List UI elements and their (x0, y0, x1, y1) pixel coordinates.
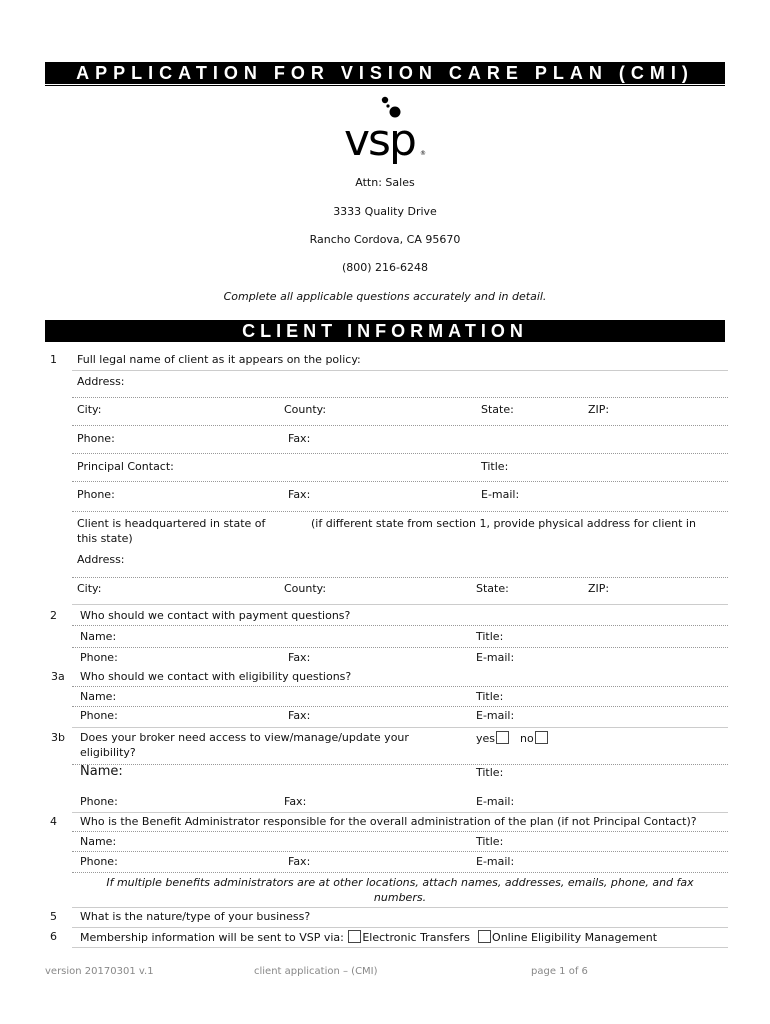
q1-state-label[interactable]: State: (481, 403, 514, 416)
q1-county-label[interactable]: County: (284, 403, 327, 416)
question-number: 6 (50, 930, 57, 943)
yes-label: yes (476, 732, 496, 745)
hq-state-label-cont: this state) (77, 532, 133, 545)
footer-doc: client application – (CMI) (254, 966, 378, 977)
divider (72, 370, 728, 371)
q2-name-label[interactable]: Name: (80, 630, 117, 643)
hq-city-label[interactable]: City: (77, 582, 102, 595)
principal-contact-label[interactable]: Principal Contact: (77, 460, 174, 473)
phone-line: (800) 216-6248 (341, 261, 429, 274)
divider (72, 397, 728, 398)
question-number: 3b (51, 731, 65, 744)
divider (72, 481, 728, 482)
divider (72, 872, 728, 873)
principal-phone-label[interactable]: Phone: (77, 488, 115, 501)
hq-zip-label[interactable]: ZIP: (588, 582, 610, 595)
principal-fax-label[interactable]: Fax: (288, 488, 311, 501)
electronic-transfers-label: Electronic Transfers (362, 931, 471, 944)
q3b-phone-label[interactable]: Phone: (80, 795, 118, 808)
question-number: 4 (50, 815, 57, 828)
title-rule (45, 85, 725, 86)
online-eligibility-label: Online Eligibility Management (492, 931, 658, 944)
footer-page: page 1 of 6 (531, 966, 588, 977)
q3a-phone-label[interactable]: Phone: (80, 709, 118, 722)
divider (72, 511, 728, 512)
divider (72, 927, 728, 928)
q3a-text: Who should we contact with eligibility questions? (80, 670, 352, 683)
principal-title-label[interactable]: Title: (481, 460, 509, 473)
no-checkbox[interactable] (535, 731, 548, 744)
svg-text:®: ® (420, 150, 426, 157)
q4-name-label[interactable]: Name: (80, 835, 117, 848)
q3b-fax-label[interactable]: Fax: (284, 795, 307, 808)
q1-fax-label[interactable]: Fax: (288, 432, 311, 445)
street-line: 3333 Quality Drive (333, 205, 437, 218)
q5-text[interactable]: What is the nature/type of your business? (80, 910, 311, 923)
divider (72, 907, 728, 908)
yes-checkbox[interactable] (496, 731, 509, 744)
svg-text:vsp: vsp (344, 115, 415, 166)
hq-state-field-label[interactable]: State: (476, 582, 509, 595)
hq-note: (if different state from section 1, provide physical address for client in (311, 517, 696, 530)
divider (72, 453, 728, 454)
online-eligibility-checkbox[interactable] (478, 930, 491, 943)
q6-text (80, 930, 657, 944)
q6-label: Membership information will be sent to VSP via: (80, 931, 344, 944)
divider (72, 647, 728, 648)
city-state-line: Rancho Cordova, CA 95670 (309, 233, 461, 246)
divider (72, 947, 728, 948)
q1-phone-label[interactable]: Phone: (77, 432, 115, 445)
q2-email-label[interactable]: E-mail: (476, 651, 515, 664)
question-number: 1 (50, 353, 57, 366)
q3a-title-label[interactable]: Title: (476, 690, 504, 703)
divider (72, 727, 728, 728)
divider (72, 706, 728, 707)
divider (72, 764, 728, 765)
q3b-no-option[interactable] (520, 731, 549, 745)
attn-line: Attn: Sales (355, 176, 415, 189)
q1-text: Full legal name of client as it appears on the policy: (77, 353, 361, 366)
q4-note-cont: numbers. (373, 891, 427, 904)
q2-fax-label[interactable]: Fax: (288, 651, 311, 664)
divider (72, 686, 728, 687)
q4-note: If multiple benefits administrators are at other locations, attach names, addresses, emails, phone, and fax (106, 876, 694, 889)
q3b-name-label[interactable]: Name: (80, 764, 123, 779)
q2-text: Who should we contact with payment questions? (80, 609, 351, 622)
electronic-transfers-checkbox[interactable] (348, 930, 361, 943)
q3b-email-label[interactable]: E-mail: (476, 795, 515, 808)
q1-zip-label[interactable]: ZIP: (588, 403, 610, 416)
q4-title-label[interactable]: Title: (476, 835, 504, 848)
q1-city-label[interactable]: City: (77, 403, 102, 416)
question-number: 2 (50, 609, 57, 622)
divider (72, 577, 728, 578)
q3a-fax-label[interactable]: Fax: (288, 709, 311, 722)
q3b-title-label[interactable]: Title: (476, 766, 504, 779)
footer-version: version 20170301 v.1 (45, 966, 154, 977)
q3b-text-cont: eligibility? (80, 746, 136, 759)
q2-title-label[interactable]: Title: (476, 630, 504, 643)
hq-state-label[interactable]: Client is headquartered in state of (77, 517, 266, 530)
divider (72, 625, 728, 626)
hq-county-label[interactable]: County: (284, 582, 327, 595)
q3b-text: Does your broker need access to view/manage/update your (80, 731, 409, 744)
no-label: no (520, 732, 534, 745)
q4-fax-label[interactable]: Fax: (288, 855, 311, 868)
instruction-text: Complete all applicable questions accurately and in detail. (223, 290, 547, 303)
q4-text: Who is the Benefit Administrator responsible for the overall administration of the plan (if not Principal Contact)? (80, 815, 697, 828)
q4-phone-label[interactable]: Phone: (80, 855, 118, 868)
section-title: CLIENT INFORMATION (45, 320, 725, 342)
vsp-logo (340, 95, 432, 169)
q4-email-label[interactable]: E-mail: (476, 855, 515, 868)
divider (72, 851, 728, 852)
q3a-name-label[interactable]: Name: (80, 690, 117, 703)
q3b-yes-option[interactable] (476, 731, 510, 745)
q3a-email-label[interactable]: E-mail: (476, 709, 515, 722)
question-number: 5 (50, 910, 57, 923)
hq-address-label[interactable]: Address: (77, 553, 125, 566)
form-title: APPLICATION FOR VISION CARE PLAN (CMI) (45, 62, 725, 84)
divider (72, 812, 728, 813)
divider (72, 831, 728, 832)
divider (72, 604, 728, 605)
principal-email-label[interactable]: E-mail: (481, 488, 520, 501)
q2-phone-label[interactable]: Phone: (80, 651, 118, 664)
divider (72, 425, 728, 426)
q1-address-label[interactable]: Address: (77, 375, 125, 388)
question-number: 3a (51, 670, 65, 683)
